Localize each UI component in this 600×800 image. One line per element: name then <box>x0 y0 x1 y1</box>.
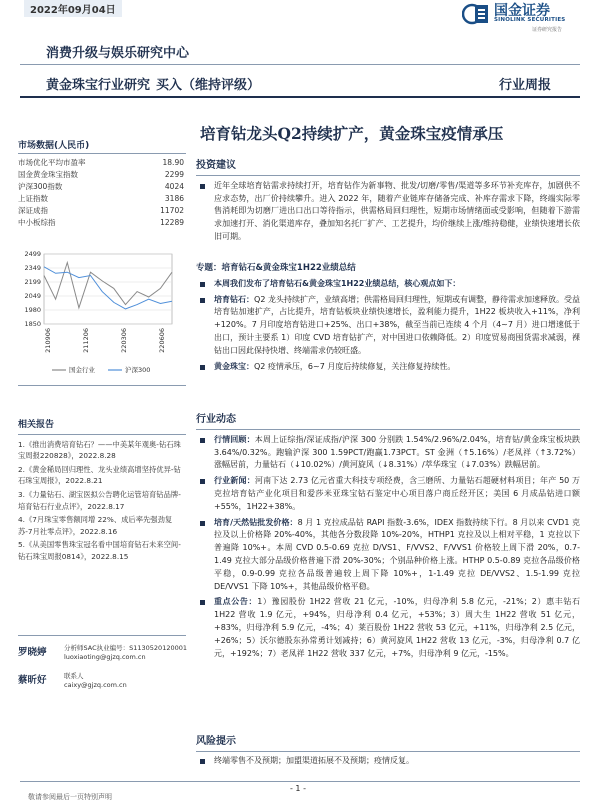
market-data-table <box>18 138 186 229</box>
section-heading: 风险提示 <box>196 736 236 747</box>
x-tick-label: 220606 <box>158 328 166 353</box>
legend-label: 国金行业 <box>69 366 95 374</box>
page-number: - 1 - <box>290 784 306 793</box>
paragraph <box>196 294 580 358</box>
analyst-email[interactable]: caixy@gjzq.com.cn <box>64 681 127 689</box>
report-link[interactable]: 5.《从美国零售珠宝冠名看中国培育钻石未来空间-钻石珠宝周报0814》，2022.8.15 <box>18 540 181 561</box>
y-tick-label: 1850 <box>24 320 41 328</box>
risk-section <box>196 736 580 768</box>
row-value: 11702 <box>160 206 184 215</box>
report-link[interactable]: 3.《力量钻石、湖宝医拟公告聘化运管培育钻品牌-培育钻石行业点评》，2022.8.17 <box>18 489 181 511</box>
row-value: 3186 <box>164 194 184 203</box>
analyst-card <box>18 672 188 696</box>
header-divider <box>20 64 580 65</box>
row-value: 18.90 <box>162 158 184 167</box>
index-line-chart <box>16 246 176 376</box>
bullet-head: 重点公告： <box>214 597 258 607</box>
bullet-text: Q2 龙头持续扩产，业绩高增；供需格局回归理性，短期或有调整，静待需求加速释放。受益培育钻加速扩产，占比提升，培育钻板块业绩快速增长，盈利能力提升，1H22 板块收入+11%，净利+120%。7 月印度培育钻进口+25%、出口+38%，截至当前已连续 4 个月（4~7 月）进口增速低于出口，预计主要系 1）印度 CVD 培育钻扩产，对中国进口依赖降低。2）印度贸易商囤货需求减弱，裸钻出口因此保持快增、终端需求仍较旺盛。 <box>214 294 580 355</box>
series-line <box>44 267 172 309</box>
row-label: 深证成指 <box>18 206 48 215</box>
paragraph: 终端零售不及预期；加盟渠道拓展不及预期；疫情反复。 <box>196 755 580 768</box>
paragraph <box>196 596 580 660</box>
analyst-title: 联系人 <box>64 672 84 680</box>
report-link[interactable]: 4.《7月珠宝零售额同增 22%、成后率先强劲复苏-7月社零点评》，2022.8.16 <box>18 515 173 536</box>
paragraph <box>196 361 580 374</box>
footer-divider <box>20 781 580 782</box>
sidebar-divider <box>18 635 186 636</box>
analyst-card <box>18 644 188 668</box>
table-row <box>18 157 186 169</box>
sinolink-logo-icon <box>462 2 490 26</box>
analyst-name: 罗晓婷 <box>18 647 47 658</box>
analyst-name: 蔡昕好 <box>18 675 47 686</box>
market-data-title: 市场数据(人民币) <box>18 138 186 154</box>
row-label: 中小板综指 <box>18 218 56 227</box>
disclaimer: 敬请参阅最后一页特别声明 <box>28 793 112 800</box>
table-row <box>18 181 186 193</box>
table-row <box>18 205 186 217</box>
paragraph: 近年全球培育钻需求持续打开，培育钻作为新事物、批发/切磨/零售/渠道等多环节补充库存，加剧供不应求态势，出厂价持续攀升。进入 2022 年，随着产业链库存储备完成、补库存需求下降，终端实际零售消耗即为切磨厂进出口出口等待指示，供需格局回归理性，短期市场情绪面或受影响，但随着下游需求加速打开、消化渠道库存，叠加知名托厂扩产、工艺提升，均价继续上涨/维持稳健，业绩快速增长依旧可期。 <box>196 180 580 244</box>
related-reports <box>18 420 186 565</box>
section-heading: 投资建议 <box>196 160 236 171</box>
table-row <box>18 193 186 205</box>
bullet-head: 行情回顾： <box>214 434 255 444</box>
y-tick-label: 1980 <box>24 306 41 314</box>
section-rule <box>196 175 580 176</box>
x-tick-label: 220306 <box>120 328 128 353</box>
logo-subtitle: 证券研究报告 <box>532 27 563 33</box>
report-date: 2022年09月04日 <box>24 0 122 17</box>
bullet-text: Q2 疫情承压，6~7 月度后持续修复，关注修复持续性。 <box>254 361 456 371</box>
research-center: 消费升级与娱乐研究中心 <box>46 46 190 61</box>
analyst-title: 分析师SAC执业编号：S1130520120001 <box>64 644 188 652</box>
topic-heading: 专题：培育钻石&黄金珠宝1H22业绩总结 <box>196 263 356 273</box>
analyst-email[interactable]: luoxiaoting@gjzq.com.cn <box>64 653 146 661</box>
bullet-text: 8 月 1 克拉成品钻 RAPI 指数-3.6%，IDEX 指数持续下行。8 月以来 CVD1 克拉及以上价格降 20%-40%，其他各分数段降 10%-20%，HTHP1 克拉及以上相对平稳，1 克拉以下普遍降 10%+。本周 CVD 0.5-0.69 克拉 D/VS1、F/VVS2、F/VVS1 价格较上周下滑 20%，0.7-1.49 克拉大部分品级价格普遍下滑 20%-30%；个别品种价格上涨。HTHP 0.5-0.89 克拉各品级价格平稳，0.9-0.99 克拉各品级普遍较上周下降 10%+，1-1.49 克拉 DE/VVS2、1.5-1.99 克拉 DE/VVS1 下降 10%+，其他品级价格平稳。 <box>214 517 581 591</box>
section-heading: 行业动态 <box>196 414 236 425</box>
y-tick-label: 2199 <box>24 278 41 286</box>
report-title: 培育钻龙头Q2持续扩产，黄金珠宝疫情承压 <box>200 124 504 143</box>
row-value: 2299 <box>164 170 184 179</box>
row-value: 4024 <box>164 182 184 191</box>
y-tick-label: 2349 <box>24 264 41 272</box>
y-tick-label: 2499 <box>24 250 41 258</box>
table-row <box>18 169 186 181</box>
x-tick-label: 211206 <box>82 328 90 353</box>
investment-advice <box>196 160 580 244</box>
table-row <box>18 217 186 229</box>
header-divider-2 <box>20 96 580 98</box>
industry-dynamics <box>196 414 580 660</box>
sidebar-divider <box>18 385 186 386</box>
y-tick-label: 2049 <box>24 292 41 300</box>
row-value: 12289 <box>160 218 184 227</box>
legend-label: 沪深300 <box>125 366 151 374</box>
bullet-head: 行业新闻： <box>214 476 255 486</box>
row-label: 市场优化平均市盈率 <box>18 158 86 167</box>
row-label: 上证指数 <box>18 194 48 203</box>
bullet-text: 1）豫园股份 1H22 营收 21 亿元，-10%，归母净利 5.8 亿元，-21%；2）惠丰钻石 1H22 营收 1.9 亿元，+94%，归母净利 0.4 亿元，+53%；3）周大生 1H22 营收 51 亿元，+83%，归母净利 5.9 亿元，-4%；4）莱百股份 1H22 营收 53 亿元，+11%，归母净利 2.5 亿元，+26%；5）沃尔德股东孙常勇计划减持；6）黄河旋风 1H22 营收 13 亿元，-3%，归母净利 0.7 亿元，+192%；7）老凤祥 1H22 营收 337 亿元，+7%，归母净利 9 亿元，-15%。 <box>214 597 580 658</box>
row-label: 国金黄金珠宝指数 <box>18 170 78 179</box>
paragraph <box>196 434 580 472</box>
report-link[interactable]: 2.《黄金稀局回归理性、龙头业绩高增坚持优异-钻石珠宝周报》，2022.8.21 <box>18 464 181 486</box>
paragraph: 本周我们发布了培育钻石&黄金珠宝1H22业绩总结，核心观点如下： <box>196 278 580 291</box>
rating: 买入（维持评级） <box>156 78 261 93</box>
related-reports-title: 相关报告 <box>18 420 186 435</box>
report-type: 行业周报 <box>499 78 552 93</box>
paragraph <box>196 517 580 594</box>
logo-name-en: SINOLINK SECURITIES <box>494 17 566 23</box>
bullet-head: 培育钻石： <box>214 294 255 304</box>
paragraph <box>196 475 580 513</box>
row-label: 沪深300指数 <box>18 182 63 191</box>
research-dept: 黄金珠宝行业研究 <box>46 78 151 93</box>
section-rule <box>196 751 580 752</box>
x-tick-label: 210906 <box>44 328 52 353</box>
plot-frame <box>44 254 172 324</box>
bullet-head: 黄金珠宝： <box>214 361 254 371</box>
logo-name-cn: 国金证券 <box>494 3 550 19</box>
topic-section <box>196 262 580 373</box>
section-rule <box>196 429 580 430</box>
bullet-text: 本周上证综指/深证成指/沪深 300 分别跌 1.54%/2.96%/2.04%，培育钻/黄金珠宝板块跌 3.64%/0.32%。跑输沪深 300 1.59PCT/跑赢1.73PCT。ST 金洲（↑5.16%）/老凤祥（↑3.72%）涨幅居前，力量钻石（↓10.02%）/黄河旋风（↓8.31%）/萃华珠宝（↓7.03%）跌幅居前。 <box>214 434 580 470</box>
bullet-text: 河南下达 2.73 亿元省重大科技专项经费，含三磨所、力量钻石超硬材料项目；年产 50 万克拉培育钻产业化项目和爱莎米亚珠宝钻石鉴定中心项目落户商丘经开区；美国 6 月成品钻进口额+55%，1H22+38%。 <box>214 476 581 511</box>
bullet-head: 培育/天然钻批发价格： <box>214 517 298 527</box>
report-link[interactable]: 1.《推出消费培育钻石？——中美某年观奥-钻石珠宝周报220828》，2022.8.28 <box>18 439 181 461</box>
